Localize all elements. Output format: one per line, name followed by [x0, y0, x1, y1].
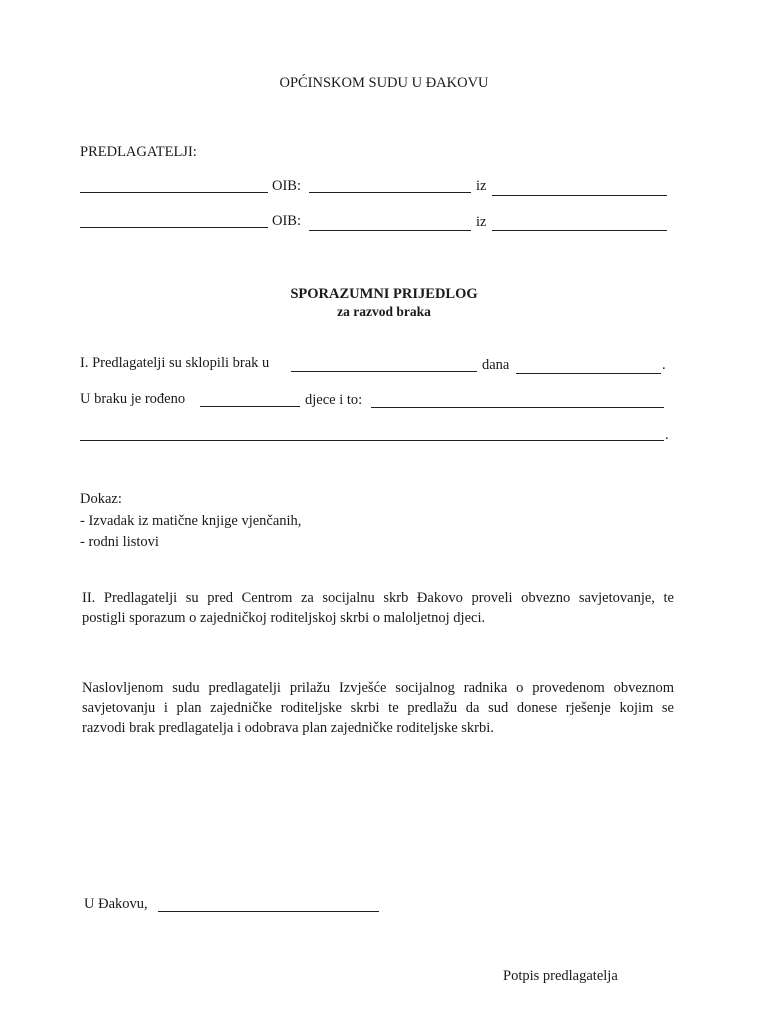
place-label: U Đakovu,: [84, 896, 148, 912]
children-suffix: djece i to:: [305, 392, 363, 408]
children-count-line[interactable]: [200, 406, 300, 407]
oib-line-2[interactable]: [309, 230, 471, 231]
oib-label-1: OIB:: [272, 178, 301, 194]
document-title: SPORAZUMNI PRIJEDLOG: [290, 286, 478, 302]
children-names-line-1[interactable]: [371, 407, 664, 408]
section-two-paragraph: [82, 588, 674, 628]
paragraph-line: Naslovljenom sudu predlagatelji prilažu Izvješće socijalnog radnika o provedenom obveznom: [82, 680, 674, 696]
signature-label: Potpis predlagatelja: [503, 968, 618, 984]
marriage-statement: I. Predlagatelji su sklopili brak u: [80, 355, 270, 371]
children-names-line-2[interactable]: [80, 440, 664, 441]
children-statement: U braku je rođeno: [80, 391, 186, 407]
paragraph-line: postigli sporazum o zajedničkoj roditeljskoj skrbi o maloljetnoj djeci.: [82, 610, 486, 626]
petitioners-label: PREDLAGATELJI:: [80, 144, 197, 160]
document-subtitle: za razvod braka: [337, 304, 431, 319]
iz-label-2: iz: [476, 214, 487, 230]
petitioner-name-line-1[interactable]: [80, 192, 268, 193]
paragraph-line: savjetovanju i plan zajedničke roditeljske skrbi te predlažu da sud donese rješenje kojim se: [82, 700, 674, 716]
residence-line-2[interactable]: [492, 230, 667, 231]
evidence-item: - rodni listovi: [80, 534, 159, 550]
evidence-item: - Izvadak iz matične knjige vjenčanih,: [80, 513, 302, 529]
court-title: OPĆINSKOM SUDU U ĐAKOVU: [279, 75, 489, 91]
place-date-line[interactable]: [158, 911, 379, 912]
paragraph-line: II. Predlagatelji su pred Centrom za socijalnu skrb Đakovo proveli obvezno savjetovanje, te: [82, 590, 674, 606]
oib-label-2: OIB:: [272, 213, 301, 229]
petitioner-name-line-2[interactable]: [80, 227, 268, 228]
oib-line-1[interactable]: [309, 192, 471, 193]
marriage-period: .: [662, 357, 666, 373]
dana-label: dana: [482, 357, 510, 373]
residence-line-1[interactable]: [492, 195, 667, 196]
iz-label-1: iz: [476, 178, 487, 194]
submission-paragraph: [82, 678, 674, 738]
paragraph-line: razvodi brak predlagatelja i odobrava plan zajedničke roditeljske skrbi.: [82, 720, 494, 736]
children-period: .: [665, 427, 669, 443]
evidence-label: Dokaz:: [80, 491, 122, 507]
marriage-place-line[interactable]: [291, 371, 477, 372]
marriage-date-line[interactable]: [516, 373, 661, 374]
